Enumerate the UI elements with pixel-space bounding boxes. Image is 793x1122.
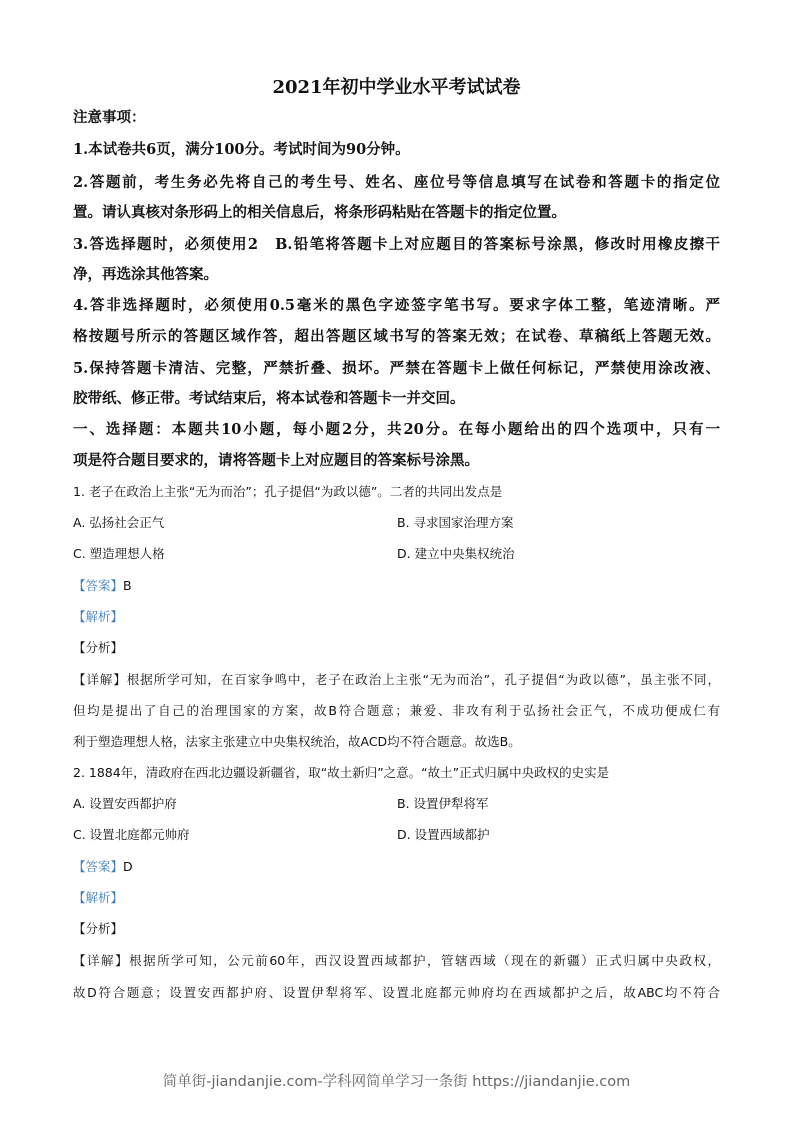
notice-line: 5.保持答题卡清洁、完整，严禁折叠、损坏。严禁在答题卡上做任何标记，严禁使用涂改液、 [73,360,720,377]
answer-label: 【答案】 [73,578,124,593]
detail-line: 【详解】根据所学可知，在百家争鸣中，老子在政治上主张“无为而治”，孔子提倡“为政以德”，虽主张不同， [73,672,720,687]
option-a: A. 弘扬社会正气 [73,515,165,530]
answer-value: B [123,578,132,593]
detail-line: 【详解】根据所学可知，公元前60年，西汉设置西域都护，管辖西域（现在的新疆）正式归属中央政权， [73,953,720,968]
answer-value: D [123,859,133,874]
notice-line: 置。请认真核对条形码上的相关信息后，将条形码粘贴在答题卡的指定位置。 [73,204,566,221]
answer-line [73,857,133,877]
notice-line: 4.答非选择题时，必须使用0.5毫米的黑色字迹签字笔书写。要求字体工整，笔迹清晰。严 [73,297,720,314]
notice-line: 3.答选择题时，必须使用2 B.铅笔将答题卡上对应题目的答案标号涂黑，修改时用橡皮擦干 [73,236,720,253]
answer-line [73,576,132,596]
page-title: 2021年初中学业水平考试试卷 [272,77,521,98]
option-b: B. 设置伊犁将军 [397,796,489,811]
detail-line: 故D符合题意；设置安西都护府、设置伊犁将军、设置北庭都元帅府均在西域都护之后，故ABC均不符合 [73,985,720,1000]
detail-line: 但均是提出了自己的治理国家的方案，故B符合题意；兼爱、非攻有利于弘扬社会正气，不成功便成仁有 [73,703,720,718]
analysis-label: 【解析】 [73,890,124,905]
notice-line: 1.本试卷共6页，满分100分。考试时间为90分钟。 [73,141,410,158]
notice-line: 净，再选涂其他答案。 [73,266,218,283]
footer-watermark: 简单街-jiandanjie.com-学科网简单学习一条街 https://jiandanjie.com [162,1074,631,1090]
notice-line: 格按题号所示的答题区域作答，超出答题区域书写的答案无效；在试卷、草稿纸上答题无效。 [73,328,720,345]
detail-line: 利于塑造理想人格，法家主张建立中央集权统治，故ACD均不符合题意。故选B。 [73,734,521,749]
section-heading: 一、选择题：本题共10小题，每小题2分，共20分。在每小题给出的四个选项中，只有一 [73,421,720,438]
notice-heading: 注意事项： [73,109,146,126]
option-d: D. 设置西域都护 [397,827,490,842]
fenxi-label: 【分析】 [73,640,124,655]
option-c: C. 塑造理想人格 [73,546,165,561]
option-c: C. 设置北庭都元帅府 [73,827,190,842]
answer-label: 【答案】 [73,859,124,874]
question-stem: 2. 1884年，清政府在西北边疆设新疆省，取“故土新归”之意。“故土”正式归属中央政权的史实是 [73,765,610,780]
fenxi-label: 【分析】 [73,921,124,936]
option-b: B. 寻求国家治理方案 [397,515,514,530]
notice-line: 胶带纸、修正带。考试结束后，将本试卷和答题卡一并交回。 [73,390,465,407]
option-d: D. 建立中央集权统治 [397,546,515,561]
question-stem: 1. 老子在政治上主张“无为而治”；孔子提倡“为政以德”。二者的共同出发点是 [73,484,503,499]
section-heading: 项是符合题目要求的，请将答题卡上对应题目的答案标号涂黑。 [73,452,479,469]
option-a: A. 设置安西都护府 [73,796,177,811]
notice-line: 2.答题前，考生务必先将自己的考生号、姓名、座位号等信息填写在试卷和答题卡的指定位 [73,174,720,191]
analysis-label: 【解析】 [73,609,124,624]
